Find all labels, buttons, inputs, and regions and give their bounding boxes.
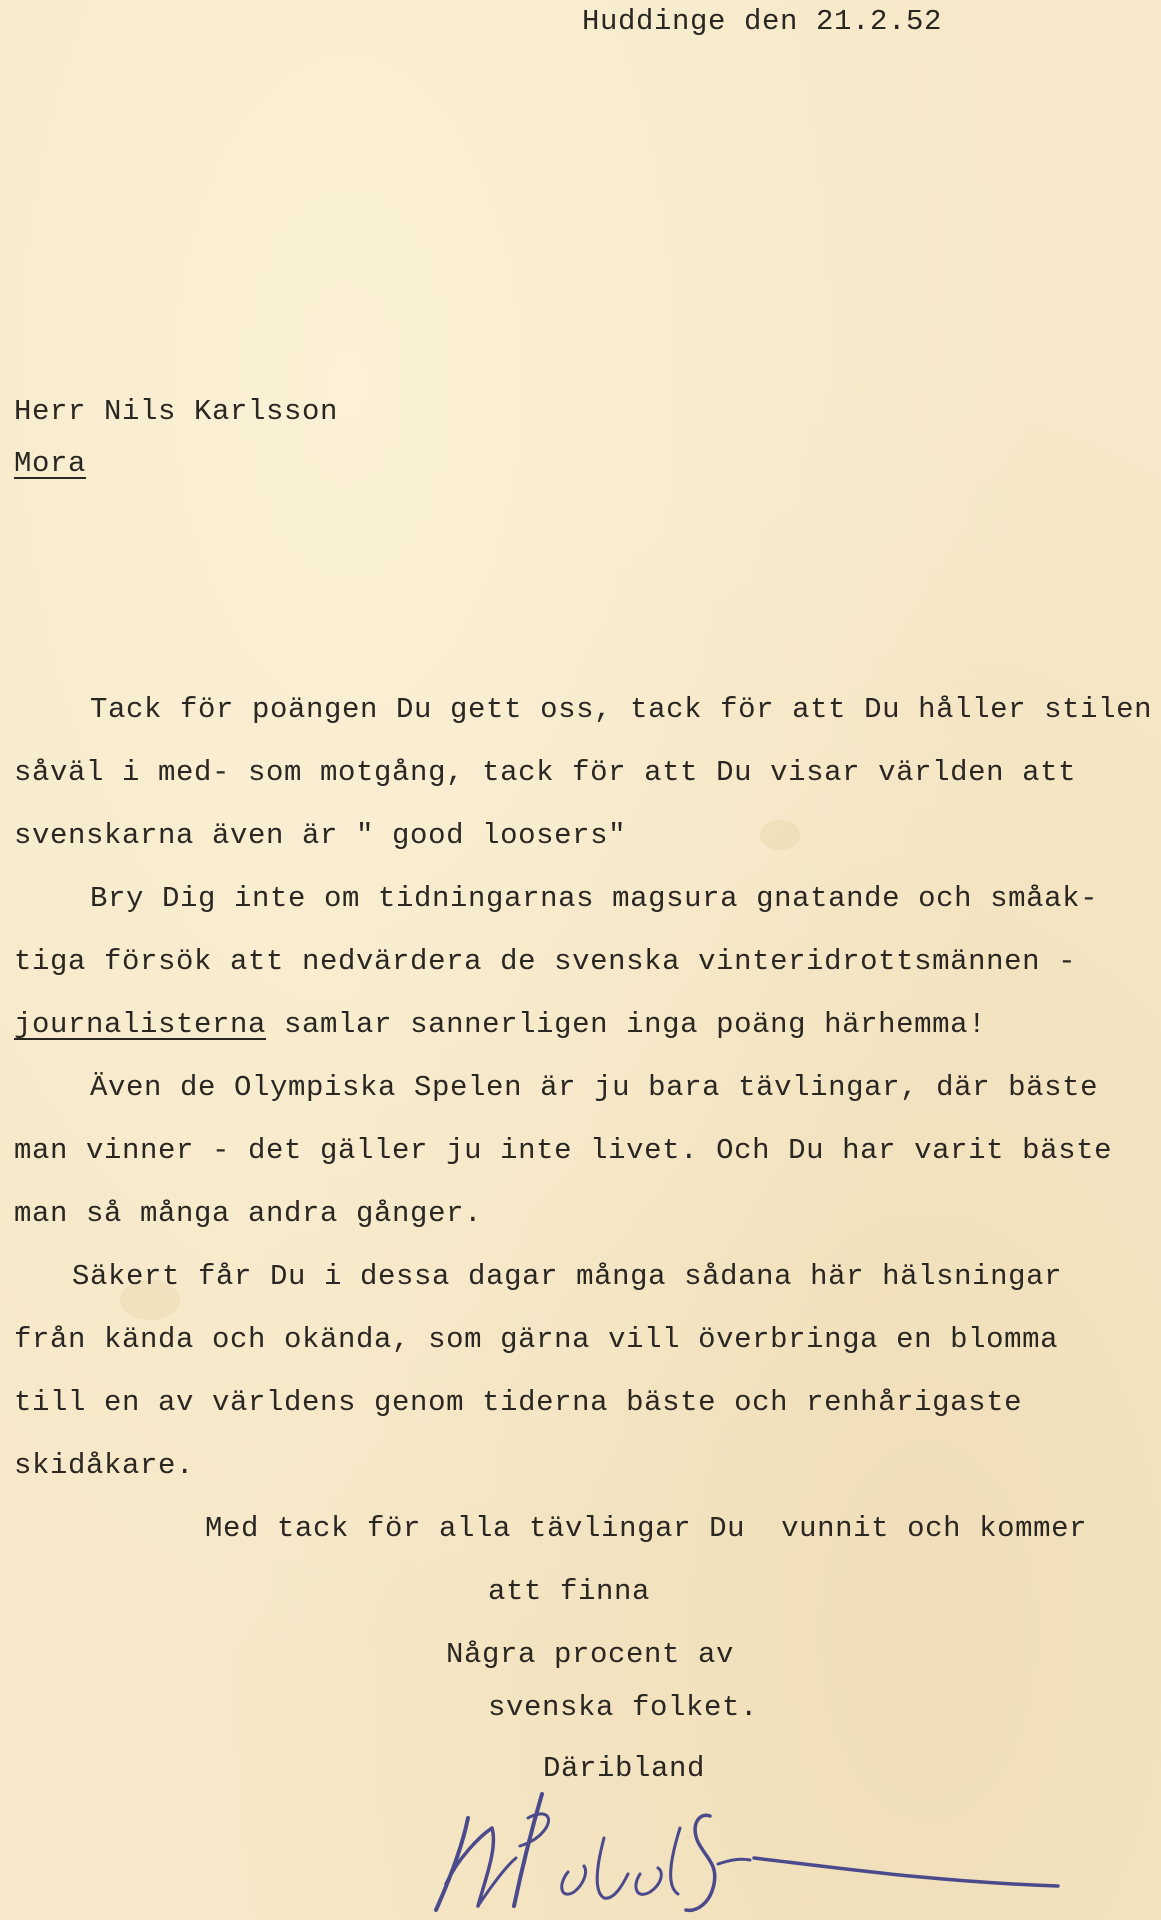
handwritten-signature bbox=[418, 1788, 1068, 1920]
body-line: Även de Olympiska Spelen är ju bara tävlingar, där bäste bbox=[90, 1071, 1099, 1104]
body-line: skidåkare. bbox=[14, 1449, 195, 1482]
body-line: från kända och okända, som gärna vill överbringa en blomma bbox=[14, 1323, 1059, 1356]
body-line: Säkert får Du i dessa dagar många sådana här hälsningar bbox=[72, 1260, 1063, 1293]
closing-line: Några procent av bbox=[446, 1638, 735, 1671]
closing-line: Däribland bbox=[543, 1752, 706, 1785]
body-line: man så många andra gånger. bbox=[14, 1197, 483, 1230]
body-line: tiga försök att nedvärdera de svenska vinteridrottsmännen - bbox=[14, 945, 1077, 978]
closing-line: att finna bbox=[488, 1575, 651, 1608]
body-line: svenskarna även är " good loosers" bbox=[14, 819, 627, 852]
closing-line: Med tack för alla tävlingar Du vunnit och kommer bbox=[205, 1512, 1088, 1545]
underlined-word: journalisterna bbox=[14, 1008, 267, 1041]
recipient-city: Mora bbox=[14, 447, 87, 480]
body-line: såväl i med- som motgång, tack för att Du visar världen att bbox=[14, 756, 1077, 789]
body-line bbox=[14, 1008, 986, 1042]
body-line-rest: samlar sannerligen inga poäng härhemma! bbox=[266, 1008, 987, 1041]
body-line: till en av världens genom tiderna bäste och renhårigaste bbox=[14, 1386, 1023, 1419]
recipient-name: Herr Nils Karlsson bbox=[14, 395, 339, 428]
body-line: Tack för poängen Du gett oss, tack för att Du håller stilen bbox=[90, 693, 1153, 726]
body-line: Bry Dig inte om tidningarnas magsura gnatande och småak- bbox=[90, 882, 1099, 915]
letter-date: Huddinge den 21.2.52 bbox=[582, 5, 943, 38]
closing-line: svenska folket. bbox=[488, 1691, 759, 1724]
body-line: man vinner - det gäller ju inte livet. Och Du har varit bäste bbox=[14, 1134, 1113, 1167]
paper-stain bbox=[760, 820, 800, 850]
